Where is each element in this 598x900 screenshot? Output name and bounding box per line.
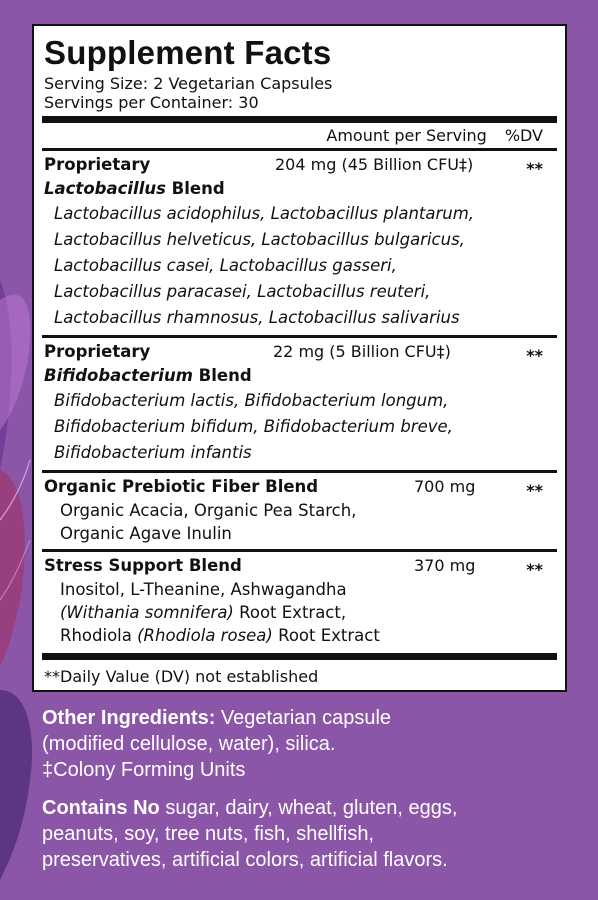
- contains-no-text: sugar, dairy, wheat, gluten, eggs,: [159, 797, 458, 819]
- ingredient-line: Lactobacillus acidophilus, Lactobacillus plantarum,: [54, 204, 475, 223]
- other-ingredients: [42, 705, 572, 783]
- blend-name: Organic Prebiotic Fiber Blend: [44, 477, 319, 496]
- petal-shape: [0, 690, 32, 880]
- blend-dv: **: [526, 159, 543, 178]
- blend-bifidobacterium: [42, 338, 557, 470]
- blend-amount: 700 mg: [414, 477, 476, 496]
- petal-shape: [0, 470, 25, 665]
- blend-name-rest: Blend: [165, 179, 225, 198]
- ingredient-line: Lactobacillus casei, Lactobacillus gasseri,: [54, 256, 397, 275]
- other-ingredients-text: Vegetarian capsule: [215, 707, 392, 729]
- blend-dv: **: [526, 481, 543, 500]
- facts-title: Supplement Facts: [44, 34, 332, 71]
- ingredient-line: Organic Agave Inulin: [60, 524, 232, 543]
- other-ingredients-label: Other Ingredients:: [42, 707, 216, 729]
- other-ingredients-line2: (modified cellulose, water), silica.: [42, 733, 336, 755]
- ingredient-rest: Root Extract,: [233, 603, 347, 622]
- contains-no-line3: preservatives, artificial colors, artificial flavors.: [42, 849, 448, 871]
- supplement-facts-panel: [32, 24, 567, 692]
- blend-name-italic: Lactobacillus: [44, 179, 166, 198]
- blend-amount: 22 mg (5 Billion CFU‡): [273, 342, 451, 361]
- ingredient-italic: (Rhodiola rosea): [137, 626, 273, 645]
- blend-lactobacillus: [42, 151, 557, 335]
- blend-name-italic: Bifidobacterium: [44, 366, 193, 385]
- servings-per-container: Servings per Container: 30: [44, 93, 259, 112]
- blend-dv: **: [526, 560, 543, 579]
- blend-name-line1: Proprietary: [44, 155, 151, 174]
- dv-column-header: %DV: [504, 126, 543, 145]
- ingredient-rest: Root Extract: [272, 626, 380, 645]
- ingredient-italic: (Withania somnifera): [60, 603, 234, 622]
- contains-no-line2: peanuts, soy, tree nuts, fish, shellfish,: [42, 823, 375, 845]
- blend-dv: **: [526, 346, 543, 365]
- ingredient-line: Bifidobacterium lactis, Bifidobacterium longum,: [54, 391, 449, 410]
- ingredient-line: [42, 624, 557, 647]
- ingredient-line: [42, 601, 557, 624]
- contains-no: [42, 795, 572, 873]
- divider-thick: [42, 653, 557, 660]
- amount-column-header: Amount per Serving: [326, 126, 487, 145]
- ingredient-line: Lactobacillus rhamnosus, Lactobacillus salivarius: [54, 308, 460, 327]
- ingredient-line: Organic Acacia, Organic Pea Starch,: [60, 501, 357, 520]
- leaf-shape: [0, 295, 30, 430]
- blend-name: Stress Support Blend: [44, 556, 242, 575]
- ingredient-line: Bifidobacterium bifidum, Bifidobacterium breve,: [54, 417, 453, 436]
- ingredient-line: Bifidobacterium infantis: [54, 443, 252, 462]
- contains-no-label: Contains No: [42, 797, 160, 819]
- ingredient-line: Lactobacillus paracasei, Lactobacillus reuteri,: [54, 282, 431, 301]
- below-panel-text: [42, 705, 572, 885]
- blend-stress-support: [42, 552, 557, 651]
- dv-footnote: **Daily Value (DV) not established: [44, 667, 319, 686]
- cfu-footnote: ‡Colony Forming Units: [42, 759, 246, 781]
- blend-name-rest: Blend: [192, 366, 252, 385]
- ingredient-pre: Rhodiola: [60, 626, 138, 645]
- column-header-row: [42, 123, 557, 148]
- ingredient-line: Inositol, L-Theanine, Ashwagandha: [60, 580, 347, 599]
- blend-amount: 370 mg: [414, 556, 476, 575]
- ingredient-line: Lactobacillus helveticus, Lactobacillus bulgaricus,: [54, 230, 465, 249]
- blend-name-line1: Proprietary: [44, 342, 151, 361]
- blend-amount: 204 mg (45 Billion CFU‡): [275, 155, 474, 174]
- serving-size: Serving Size: 2 Vegetarian Capsules: [44, 74, 333, 93]
- divider-thick: [42, 116, 557, 123]
- blend-prebiotic-fiber: [42, 473, 557, 549]
